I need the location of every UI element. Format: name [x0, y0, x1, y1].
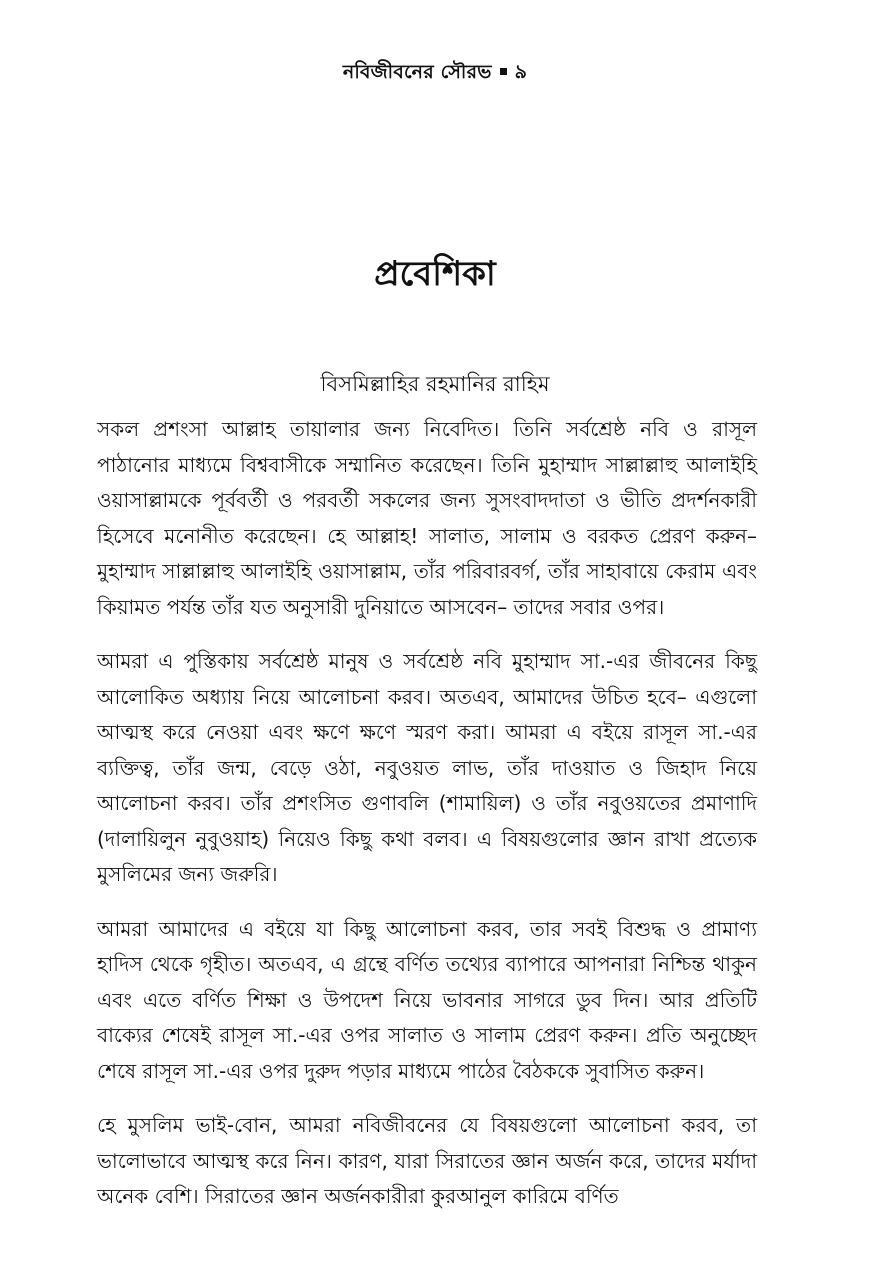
chapter-title: প্রবেশিকা — [374, 254, 496, 294]
page-number: ৯ — [514, 61, 528, 83]
paragraph: হে মুসলিম ভাই-বোন, আমরা নবিজীবনের যে বিষয়গুলো আলোচনা করব, তা ভালোভাবে আত্মস্থ করে নিন। কারণ, যারা সিরাতের জ্ঞান অর্জন করে, তাদের মর্যাদা অনেক বেশি। সিরাতের জ্ঞান অর্জনকারীরা কুরআনুল কারিমে বর্ণিত — [97, 1113, 757, 1208]
separator-square-icon — [500, 68, 507, 75]
book-title: নবিজীবনের সৌরভ — [342, 61, 492, 83]
paragraph: সকল প্রশংসা আল্লাহ তায়ালার জন্য নিবেদিত। তিনি সর্বশ্রেষ্ঠ নবি ও রাসূল পাঠানোর মাধ্যমে বিশ্ববাসীকে সম্মানিত করেছেন। তিনি মুহাম্মাদ সাল্লাল্লাহু আলাইহি ওয়াসাল্লামকে পূর্ববর্তী ও পরবর্তী সকলের জন্য সুসংবাদদাতা ও ভীতি প্রদর্শনকারী হিসেবে মনোনীত করেছেন। হে আল্লাহ! সালাত, সালাম ও বরকত প্রেরণ করুন– মুহাম্মাদ সাল্লাল্লাহু আলাইহি ওয়াসাল্লাম, তাঁর পরিবারবর্গ, তাঁর সাহাবায়ে কেরাম এবং কিয়ামত পর্যন্ত তাঁর যত অনুসারী দুনিয়াতে আসবেন– তাদের সবার ওপর। — [97, 417, 757, 619]
paragraph: আমরা আমাদের এ বইয়ে যা কিছু আলোচনা করব, তার সবই বিশুদ্ধ ও প্রামাণ্য হাদিস থেকে গৃহীত। অতএব, এ গ্রন্থে বর্ণিত তথ্যের ব্যাপারে আপনারা নিশ্চিন্ত থাকুন এবং এতে বর্ণিত শিক্ষা ও উপদেশ নিয়ে ভাবনার সাগরে ডুব দিন। আর প্রতিটি বাক্যের শেষেই রাসূল সা.-এর ওপর সালাত ও সালাম প্রেরণ করুন। প্রতি অনুচ্ছেদ শেষে রাসূল সা.-এর ওপর দুরুদ পড়ার মাধ্যমে পাঠের বৈঠককে সুবাসিত করুন। — [97, 916, 757, 1083]
bismillah-line: বিসমিল্লাহির রহমানির রাহিম — [320, 372, 550, 396]
running-header — [0, 58, 870, 90]
body-text — [97, 412, 757, 1234]
paragraph: আমরা এ পুস্তিকায় সর্বশ্রেষ্ঠ মানুষ ও সর্বশ্রেষ্ঠ নবি মুহাম্মাদ সা.-এর জীবনের কিছু আলোকিত অধ্যায় নিয়ে আলোচনা করব। অতএব, আমাদের উচিত হবে– এগুলো আত্মস্থ করে নেওয়া এবং ক্ষণে ক্ষণে স্মরণ করা। আমরা এ বইয়ে রাসূল সা.-এর ব্যক্তিত্ব, তাঁর জন্ম, বেড়ে ওঠা, নবুওয়ত লাভ, তাঁর দাওয়াত ও জিহাদ নিয়ে আলোচনা করব। তাঁর প্রশংসিত গুণাবলি (শামায়িল) ও তাঁর নবুওয়তের প্রমাণাদি (দালায়িলুন নুবুওয়াহ) নিয়েও কিছু কথা বলব। এ বিষয়গুলোর জ্ঞান রাখা প্রত্যেক মুসলিমের জন্য জরুরি। — [97, 649, 757, 886]
